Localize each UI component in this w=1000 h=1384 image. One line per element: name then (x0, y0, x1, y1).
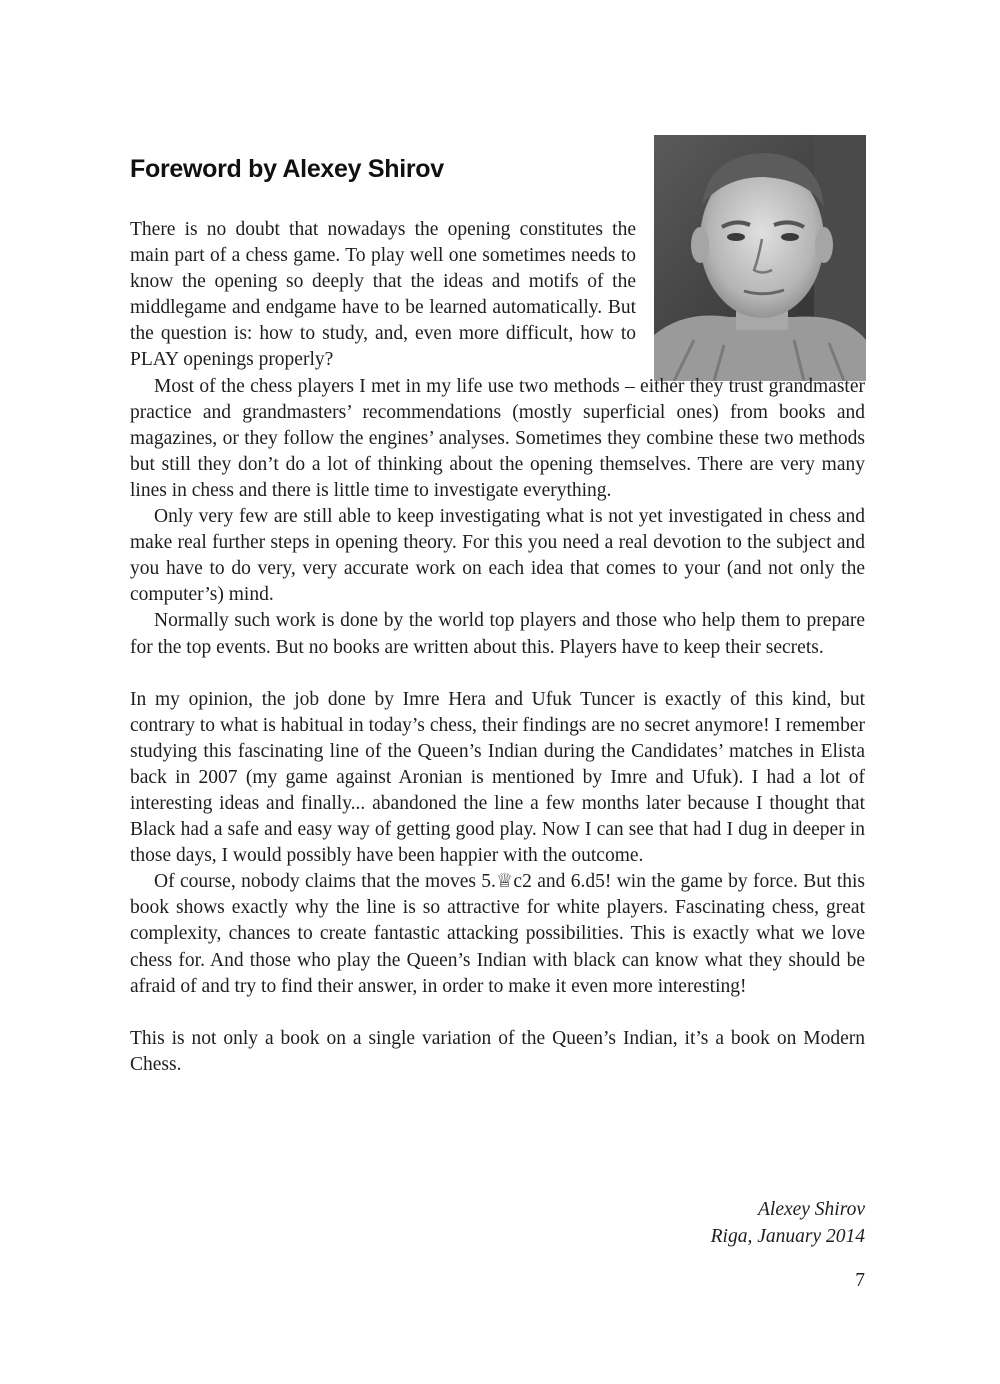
page-title: Foreword by Alexey Shirov (130, 155, 444, 183)
signature-block (711, 1196, 865, 1250)
paragraph: Only very few are still able to keep investigating what is not yet investigated in chess and make real further steps in opening theory. For this you need a real devotion to the subject and you have to do very, very accurate work on each idea that comes to your (and not only the computer’s) mind. (130, 506, 865, 606)
paragraph: In my opinion, the job done by Imre Hera and Ufuk Tuncer is exactly of this kind, but contrary to what is habitual in today’s chess, their findings are no secret anymore! I remember studying this fascinating line of the Queen’s Indian during the Candidates’ matches in Elista back in 2007 (my game against Aronian is mentioned by Imre and Ufuk). I had a lot of interesting ideas and finally... abandoned the line a few months later because I thought that Black had a safe and easy way of getting good play. Now I can see that had I dug in deeper in those days, I would possibly have been happier with the outcome. (130, 688, 865, 867)
paragraph: Of course, nobody claims that the moves 5.♕c2 and 6.d5! win the game by force. But this book shows exactly why the line is so attractive for white players. Fascinating chess, great complexity, chances to create fantastic attacking possibilities. This is exactly what we love chess for. And those who play the Queen’s Indian with black can know what they should be afraid of and try to find their answer, in order to make it even more interesting! (130, 871, 865, 997)
paragraph: Normally such work is done by the world top players and those who help them to prepare for the top events. But no books are written about this. Players have to keep their secrets. (130, 610, 865, 658)
paragraph: There is no doubt that nowadays the opening constitutes the main part of a chess game. To play well one sometimes needs to know the opening so deeply that the ideas and motifs of the middlegame and endgame have to be learned automatically. But the question is: how to study, and, even more difficult, how to PLAY openings properly? (130, 219, 636, 371)
signature-name: Alexey Shirov (757, 1199, 865, 1220)
paragraph: Most of the chess players I met in my life use two methods – either they trust grandmaster practice and grandmasters’ recommendations (mostly superficial ones) from books and magazines, or they follow the engines’ analyses. Sometimes they combine these two methods but still they don’t do a lot of thinking about the opening themselves. There are very many lines in chess and there is little time to investigate everything. (130, 375, 865, 501)
page-number: 7 (855, 1270, 865, 1291)
paragraph: This is not only a book on a single variation of the Queen’s Indian, it’s a book on Modern Chess. (130, 1027, 865, 1075)
foreword-body (130, 217, 865, 1078)
signature-place-date: Riga, January 2014 (710, 1226, 865, 1247)
